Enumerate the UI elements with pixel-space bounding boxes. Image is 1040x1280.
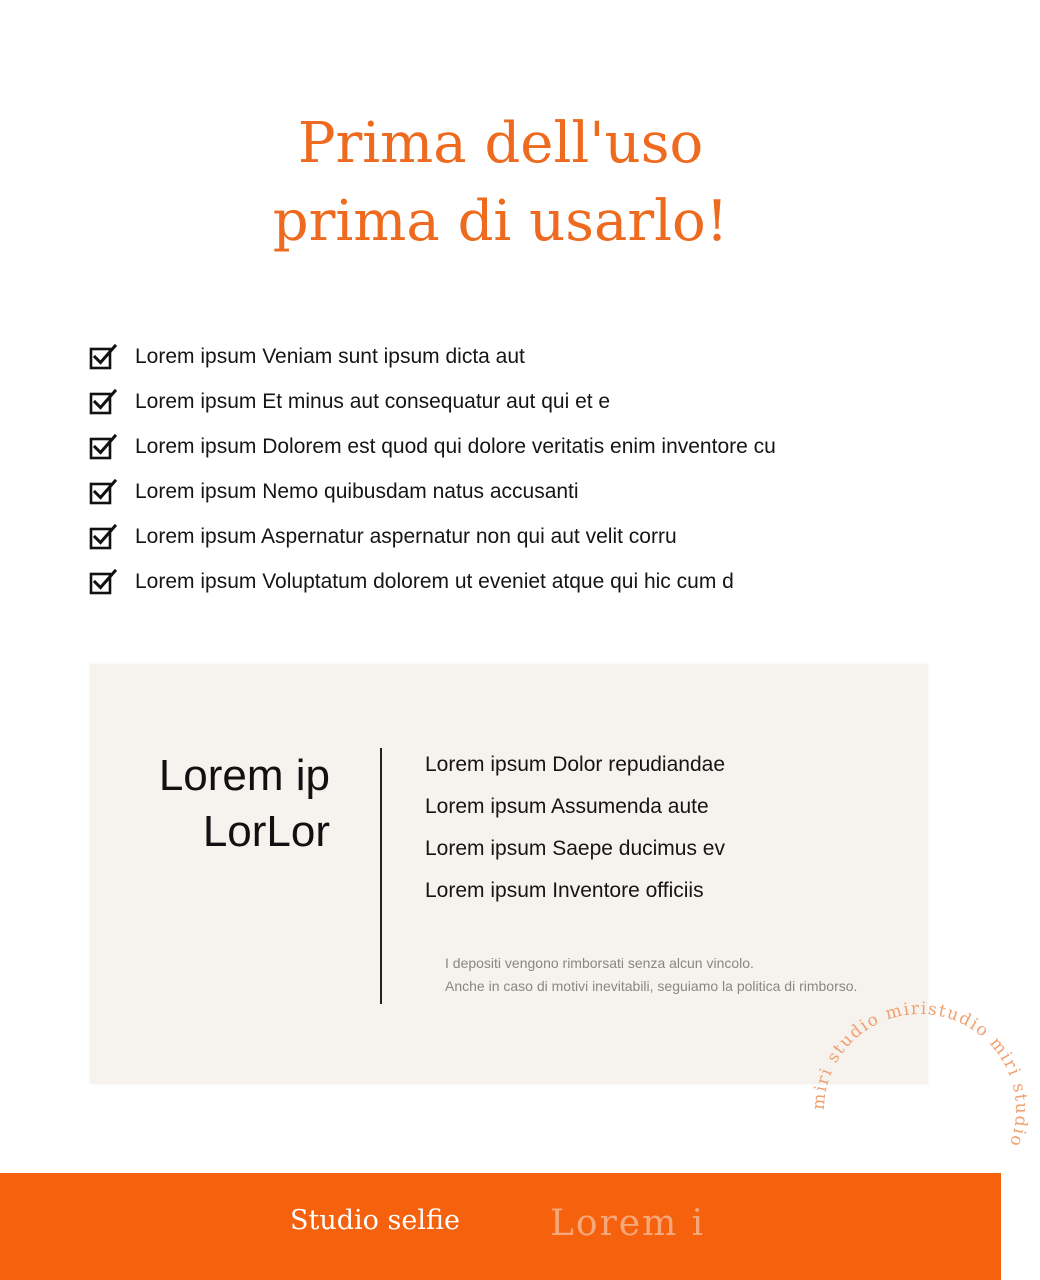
card-list-item: Lorem ipsum Saepe ducimus ev	[425, 837, 725, 860]
card-list-item: Lorem ipsum Inventore officiis	[425, 879, 704, 902]
page-title	[0, 105, 1001, 261]
checkbox-checked-icon	[88, 477, 118, 507]
footer-brand: Studio selfie	[290, 1205, 460, 1236]
circular-stamp-logo	[800, 990, 1040, 1230]
checklist-item	[88, 559, 948, 604]
checklist-item	[88, 379, 948, 424]
checklist-item	[88, 424, 948, 469]
card-list	[425, 744, 725, 912]
card-list-item: Lorem ipsum Assumenda aute	[425, 795, 709, 818]
card-heading-line-1: Lorem ip	[158, 751, 330, 800]
checklist-item-text: Lorem ipsum Veniam sunt ipsum dicta aut	[135, 344, 525, 368]
svg-text:miri studio miristudio miri st	[809, 999, 1031, 1150]
checkbox-checked-icon	[88, 432, 118, 462]
card-divider	[380, 748, 382, 1004]
card-heading-line-2: LorLor	[202, 807, 330, 856]
stamp-text: miri studio miristudio miri studio	[808, 998, 1032, 1151]
checklist-item	[88, 469, 948, 514]
checklist-item-text: Lorem ipsum Nemo quibusdam natus accusanti	[135, 479, 579, 503]
refund-note	[445, 952, 857, 998]
checkbox-checked-icon	[88, 522, 118, 552]
checklist-item-text: Lorem ipsum Dolorem est quod qui dolore veritatis enim inventore cu	[135, 434, 776, 458]
checklist-item	[88, 334, 948, 379]
checkbox-checked-icon	[88, 342, 118, 372]
checklist-item-text: Lorem ipsum Aspernatur aspernatur non qui aut velit corru	[135, 524, 677, 548]
card-heading	[130, 748, 330, 860]
card-list-item: Lorem ipsum Dolor repudiandae	[425, 753, 725, 776]
footer-ghost-text: Lorem i	[550, 1203, 706, 1244]
refund-note-line-1: I depositi vengono rimborsati senza alcun vincolo.	[445, 955, 754, 971]
checklist	[88, 334, 948, 604]
checklist-item	[88, 514, 948, 559]
checklist-item-text: Lorem ipsum Voluptatum dolorem ut eveniet atque qui hic cum d	[135, 569, 734, 593]
page-title-line-2: prima di usarlo!	[272, 189, 729, 254]
page-title-line-1: Prima dell'uso	[297, 111, 704, 176]
checkbox-checked-icon	[88, 567, 118, 597]
checkbox-checked-icon	[88, 387, 118, 417]
checklist-item-text: Lorem ipsum Et minus aut consequatur aut qui et e	[135, 389, 611, 413]
refund-note-line-2: Anche in caso di motivi inevitabili, seguiamo la politica di rimborso.	[445, 978, 858, 994]
